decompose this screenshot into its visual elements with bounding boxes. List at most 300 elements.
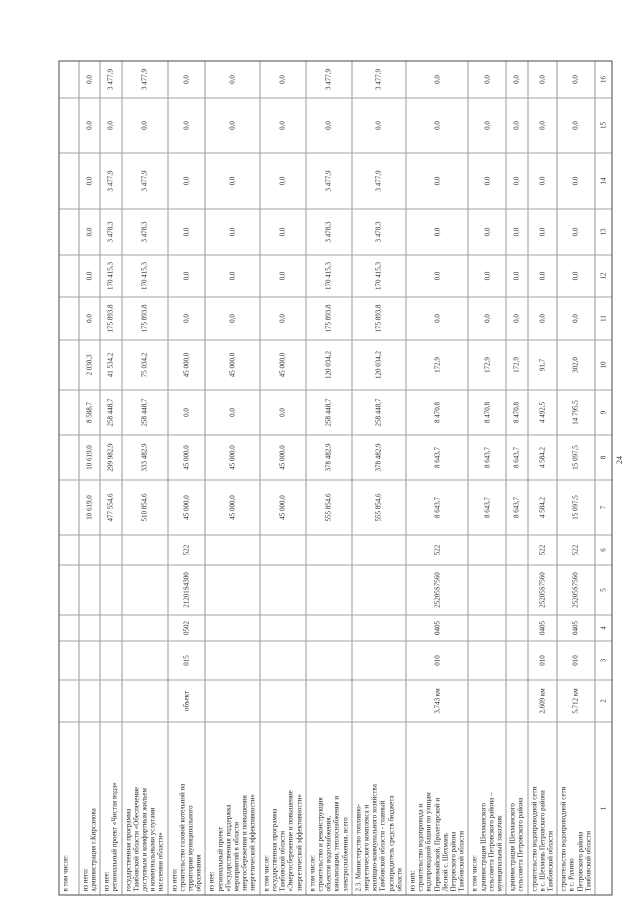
table-cell	[59, 296, 78, 339]
table-cell	[205, 296, 258, 339]
column-number: 13	[595, 208, 611, 254]
column-number: 11	[595, 296, 611, 339]
row-label-line: энергосбережения и повышения	[240, 794, 249, 891]
table-cell	[528, 389, 557, 434]
table-cell	[557, 434, 594, 479]
row-label-line: населения области»	[156, 831, 165, 891]
table-cell	[557, 679, 594, 721]
cell-value: 0,0	[432, 271, 441, 280]
cell-value: 3 477,9	[140, 68, 149, 90]
cell-value: 0502	[181, 620, 190, 635]
table-cell	[59, 339, 78, 389]
cell-value: 45 000,0	[181, 494, 190, 520]
row-label-line: Лесной с. Шехмань	[440, 832, 449, 891]
cell-value: 0,0	[571, 271, 580, 280]
table-cell	[122, 296, 167, 339]
cell-value: 0,0	[181, 313, 190, 323]
table-cell	[79, 339, 99, 389]
table-cell	[352, 534, 405, 564]
cell-value: 91,7	[537, 358, 546, 371]
cell-value: 0,0	[537, 176, 546, 185]
row-label-line: области	[394, 867, 403, 891]
cell-value: 0,0	[512, 120, 521, 130]
table-cell	[59, 97, 78, 152]
table-cell	[528, 640, 557, 679]
cell-value: 0,0	[278, 271, 287, 280]
table-cell	[528, 614, 557, 640]
table-cell	[306, 679, 351, 721]
row-label-line: Тамбовской области «Обеспечение	[131, 786, 140, 891]
table-cell	[468, 339, 505, 389]
table-cell	[528, 208, 557, 254]
table-cell	[468, 296, 505, 339]
table-cell	[100, 61, 120, 97]
cell-value: 0,0	[140, 120, 149, 130]
column-number: 7	[595, 479, 611, 534]
table-cell	[205, 61, 258, 97]
cell-value: 258 448,7	[140, 398, 149, 426]
table-cell	[557, 640, 594, 679]
table-cell	[260, 61, 305, 97]
table-cell	[205, 339, 258, 389]
table-cell	[79, 534, 99, 564]
cell-value: 15 097,5	[571, 444, 580, 470]
cell-value: 8 643,7	[432, 446, 441, 468]
table-cell	[557, 339, 594, 389]
table-cell	[468, 97, 505, 152]
table-cell	[122, 434, 167, 479]
row-label-line: энергетической эффективности»	[294, 793, 303, 891]
cell-value: 0,0	[181, 74, 190, 84]
table-cell	[205, 389, 258, 434]
cell-value: 8 470,8	[512, 401, 521, 423]
cell-value: 0,0	[537, 271, 546, 280]
row-label-line: территории муниципального	[186, 804, 195, 891]
table-cell	[260, 97, 305, 152]
table-cell	[79, 254, 99, 296]
table-cell	[100, 339, 120, 389]
cell-value: 3 477,9	[374, 170, 383, 191]
row-label-line: строительство водопроводной сети	[529, 786, 538, 891]
table-cell	[406, 679, 467, 721]
table-cell	[528, 296, 557, 339]
table-cell	[59, 640, 78, 679]
table-cell	[100, 389, 120, 434]
table-cell	[306, 640, 351, 679]
cell-value: 3 478,3	[374, 221, 383, 242]
table-cell	[100, 208, 120, 254]
table-cell	[557, 296, 594, 339]
table-cell	[306, 254, 351, 296]
table-cell	[352, 254, 405, 296]
table-row	[528, 61, 558, 894]
cell-value: 172,9	[432, 356, 441, 373]
table-cell	[168, 389, 205, 434]
row-label-line: сельсовета Петровского района	[516, 797, 525, 891]
table-cell	[168, 434, 205, 479]
cell-value: 4 492,5	[537, 401, 546, 423]
cell-value: 8 470,8	[432, 401, 441, 423]
cell-value: 10 619,0	[84, 444, 93, 470]
table-cell	[59, 564, 78, 614]
table-cell	[506, 97, 526, 152]
row-label-line: Первомайской, Пролетарской и	[432, 797, 441, 891]
row-label-line: администрация г.Кирсанова	[89, 807, 98, 891]
cell-value: 378 482,9	[374, 443, 383, 471]
row-label-line: администрация Шехманского	[478, 802, 487, 891]
cell-value: 0,0	[482, 176, 491, 185]
table-cell	[506, 614, 526, 640]
table-cell	[122, 564, 167, 614]
table-cell	[79, 97, 99, 152]
table-cell	[306, 389, 351, 434]
table-cell	[260, 679, 305, 721]
cell-value: 8 588,7	[84, 401, 93, 423]
table-cell	[406, 152, 467, 208]
row-label-line: энергетической эффективности»	[248, 793, 257, 891]
cell-value: 0,0	[512, 227, 521, 236]
cell-value: 8 643,7	[512, 496, 521, 518]
table-cell	[506, 434, 526, 479]
table-cell	[168, 479, 205, 534]
cell-value: 0,0	[181, 176, 190, 185]
cell-value: 15 097,5	[571, 494, 580, 520]
cell-value: 3 477,9	[324, 68, 333, 90]
table-cell	[122, 679, 167, 721]
table-row	[468, 61, 506, 894]
cell-value: 3,743 км	[432, 687, 441, 714]
table-row	[352, 61, 406, 894]
cell-value: 3 477,9	[106, 170, 115, 191]
table-row	[168, 61, 206, 894]
cell-value: 0,0	[106, 120, 115, 130]
cell-value: 0,0	[537, 74, 546, 84]
table-cell	[352, 640, 405, 679]
cell-value: 0,0	[227, 271, 236, 280]
row-label-line: региональный проект «Чистая вода»	[110, 781, 119, 891]
table-cell	[306, 97, 351, 152]
table-row	[260, 61, 306, 894]
table-cell	[352, 296, 405, 339]
cell-value: 0,0	[324, 120, 333, 130]
row-label-line: Петровского района	[575, 831, 584, 891]
table-cell	[468, 479, 505, 534]
cell-value: 45 000,0	[227, 352, 236, 377]
table-cell	[122, 97, 167, 152]
table-row	[557, 61, 595, 894]
table-cell	[352, 208, 405, 254]
cell-value: 2,609 км	[537, 687, 546, 714]
table-cell	[306, 339, 351, 389]
cell-value: 8 643,7	[482, 446, 491, 468]
cell-value: 0,0	[537, 120, 546, 130]
row-label-line: и коммунальными услугами	[148, 807, 157, 891]
table-cell	[528, 434, 557, 479]
table-cell	[59, 479, 78, 534]
table-cell	[468, 61, 505, 97]
cell-value: 2 030,3	[84, 354, 93, 375]
cell-value: 0,0	[482, 227, 491, 236]
row-label	[406, 721, 467, 894]
table-cell	[306, 614, 351, 640]
table-cell	[406, 434, 467, 479]
table-cell	[506, 479, 526, 534]
table-cell	[528, 679, 557, 721]
table-cell	[528, 339, 557, 389]
row-label	[352, 721, 405, 894]
cell-value: 0,0	[181, 120, 190, 130]
table-cell	[122, 254, 167, 296]
cell-value: 172,9	[512, 356, 521, 373]
table-cell	[306, 479, 351, 534]
cell-value: 0,0	[432, 176, 441, 185]
cell-value: 45 000,0	[278, 494, 287, 520]
table-cell	[352, 61, 405, 97]
cell-value: 0405	[432, 620, 441, 635]
table-cell	[168, 208, 205, 254]
cell-value: 0,0	[537, 227, 546, 236]
row-label-line: из них:	[407, 869, 416, 891]
table-cell	[468, 208, 505, 254]
cell-value: 0,0	[512, 176, 521, 185]
row-label	[260, 721, 305, 894]
cell-value: 0,0	[278, 313, 287, 323]
cell-value: 120 034,2	[324, 350, 333, 379]
cell-value: 45 000,0	[227, 444, 236, 470]
row-label	[100, 721, 120, 894]
table-cell	[260, 339, 305, 389]
table-cell	[59, 61, 78, 97]
table-cell	[506, 152, 526, 208]
row-label	[468, 721, 505, 894]
row-label-line: из него:	[80, 867, 89, 891]
cell-value: 258 448,7	[324, 398, 333, 426]
row-label	[306, 721, 351, 894]
column-number: 6	[595, 534, 611, 564]
cell-value: 175 893,8	[374, 304, 383, 332]
cell-value: 0,0	[84, 176, 93, 185]
cell-value: 172,9	[482, 356, 491, 373]
cell-value: 8 643,7	[512, 446, 521, 468]
row-label	[506, 721, 526, 894]
cell-value: 0,0	[571, 120, 580, 130]
cell-value: 8 643,7	[432, 496, 441, 518]
cell-value: 0,0	[482, 313, 491, 323]
row-label-line: в том числе:	[61, 854, 69, 891]
table-cell	[306, 534, 351, 564]
table-cell	[122, 339, 167, 389]
row-label	[528, 721, 557, 894]
table-cell	[352, 152, 405, 208]
table-cell	[306, 564, 351, 614]
table-cell	[352, 479, 405, 534]
table-cell	[100, 679, 120, 721]
row-label	[557, 721, 594, 894]
table-cell	[406, 339, 467, 389]
cell-value: 175 893,8	[140, 304, 149, 332]
cell-value: 010	[432, 654, 441, 666]
cell-value: 45 000,0	[181, 352, 190, 377]
table-cell	[260, 208, 305, 254]
table-cell	[168, 640, 205, 679]
table-cell	[260, 614, 305, 640]
table-cell	[557, 479, 594, 534]
table-cell	[557, 389, 594, 434]
table-row	[59, 61, 79, 894]
cell-value: 170 415,3	[140, 261, 149, 290]
row-label	[205, 721, 258, 894]
table-cell	[468, 614, 505, 640]
cell-value: 170 415,3	[324, 261, 333, 290]
cell-value: 0,0	[512, 74, 521, 84]
cell-value: 0,0	[84, 271, 93, 280]
table-cell	[59, 434, 78, 479]
cell-value: 010	[537, 654, 546, 666]
table-cell	[79, 389, 99, 434]
row-label-line: строительство газовой котельной на	[177, 783, 186, 891]
row-label-line: водопроводной башни по улицам	[424, 791, 433, 891]
cell-value: 0,0	[227, 176, 236, 185]
cell-value: 3 478,3	[140, 221, 149, 242]
row-label-line: доступным и комфортным жильем	[140, 787, 149, 891]
table-cell	[168, 614, 205, 640]
cell-value: 4 584,2	[537, 496, 546, 518]
table-cell	[79, 434, 99, 479]
table-cell	[59, 679, 78, 721]
row-label-line: 2.3. Министерство топливно-	[353, 803, 362, 891]
table-cell	[59, 254, 78, 296]
table-cell	[468, 679, 505, 721]
cell-value: 0,0	[227, 120, 236, 130]
table-cell	[468, 254, 505, 296]
cell-value: 0,0	[227, 407, 236, 417]
table-cell	[79, 640, 99, 679]
cell-value: 302,0	[571, 356, 580, 373]
cell-value: 522	[571, 544, 580, 555]
cell-value: 25205S7560	[571, 571, 580, 608]
cell-value: 25205S7560	[537, 571, 546, 608]
row-label-line: муниципальный заказчик	[494, 814, 503, 891]
table-cell	[528, 564, 557, 614]
table-cell	[468, 564, 505, 614]
cell-value: 0,0	[512, 313, 521, 323]
cell-value: 555 854,6	[324, 493, 333, 521]
table-cell	[557, 564, 594, 614]
row-label-line: Тамбовской области - главный	[378, 800, 387, 891]
table-cell	[205, 640, 258, 679]
row-label-line: из нее:	[207, 870, 216, 891]
cell-value: 75 034,2	[140, 352, 149, 377]
row-label-line: в том числе:	[470, 854, 479, 891]
cell-value: 522	[537, 544, 546, 555]
cell-value: 378 482,9	[324, 443, 333, 471]
row-label-line: Тамбовской области	[545, 830, 554, 891]
table-cell	[79, 61, 99, 97]
table-cell	[100, 152, 120, 208]
cell-value: 477 554,6	[106, 493, 115, 521]
cell-value: 258 448,7	[106, 398, 115, 426]
cell-value: 45 000,0	[227, 494, 236, 520]
table-cell	[100, 434, 120, 479]
cell-value: 0,0	[227, 227, 236, 236]
cell-value: 21201S4300	[181, 571, 190, 608]
cell-value: 555 854,6	[374, 493, 383, 521]
table-cell	[79, 614, 99, 640]
cell-value: 010	[571, 654, 580, 666]
table-cell	[528, 97, 557, 152]
table-cell	[468, 640, 505, 679]
cell-value: 0,0	[227, 313, 236, 323]
row-label	[122, 721, 167, 894]
cell-value: 120 034,2	[374, 350, 383, 379]
table-cell	[406, 208, 467, 254]
table-cell	[406, 614, 467, 640]
table-cell	[260, 479, 305, 534]
row-label-line: в том числе:	[307, 854, 316, 891]
cell-value: 3 477,9	[374, 68, 383, 90]
table-cell	[122, 61, 167, 97]
row-label-line: канализации, теплоснабжения и	[332, 795, 341, 891]
cell-value: 25205S7560	[432, 571, 441, 608]
table-cell	[79, 679, 99, 721]
row-label-line: строительство и реконструкция	[315, 796, 324, 891]
table-cell	[528, 534, 557, 564]
table-cell	[122, 534, 167, 564]
cell-value: 45 000,0	[181, 444, 190, 470]
table-cell	[506, 296, 526, 339]
table-cell	[468, 534, 505, 564]
table-cell	[205, 152, 258, 208]
table-cell	[352, 679, 405, 721]
cell-value: 45 000,0	[278, 444, 287, 470]
table-cell	[506, 679, 526, 721]
table-cell	[100, 640, 120, 679]
table-cell	[306, 434, 351, 479]
cell-value: 0,0	[571, 227, 580, 236]
cell-value: 015	[181, 654, 190, 666]
column-number: 16	[599, 75, 607, 83]
row-label	[168, 721, 205, 894]
cell-value: 0,0	[181, 271, 190, 280]
table-cell	[79, 479, 99, 534]
row-label-line: Тамбовской области	[278, 830, 287, 891]
row-label-line: «Государственная поддержка	[223, 804, 232, 891]
cell-value: 170 415,3	[374, 261, 383, 290]
table-cell	[122, 479, 167, 534]
table-cell	[468, 389, 505, 434]
table-cell	[506, 254, 526, 296]
table-cell	[168, 61, 205, 97]
table-cell	[168, 152, 205, 208]
table-cell	[557, 614, 594, 640]
cell-value: 0,0	[432, 227, 441, 236]
column-number: 5	[595, 564, 611, 614]
cell-value: 522	[432, 544, 441, 555]
table-cell	[557, 61, 594, 97]
table-cell	[260, 534, 305, 564]
cell-value: 0,0	[432, 120, 441, 130]
column-number: 12	[595, 254, 611, 296]
cell-value: 3 477,9	[140, 170, 149, 191]
table-cell	[352, 389, 405, 434]
table-cell	[506, 389, 526, 434]
table-cell	[406, 61, 467, 97]
cell-value: 299 982,9	[106, 443, 115, 471]
cell-value: 0,0	[84, 120, 93, 130]
table-cell	[100, 97, 120, 152]
row-label-line: строительство водопроводной сети	[559, 786, 568, 891]
table-cell	[506, 61, 526, 97]
